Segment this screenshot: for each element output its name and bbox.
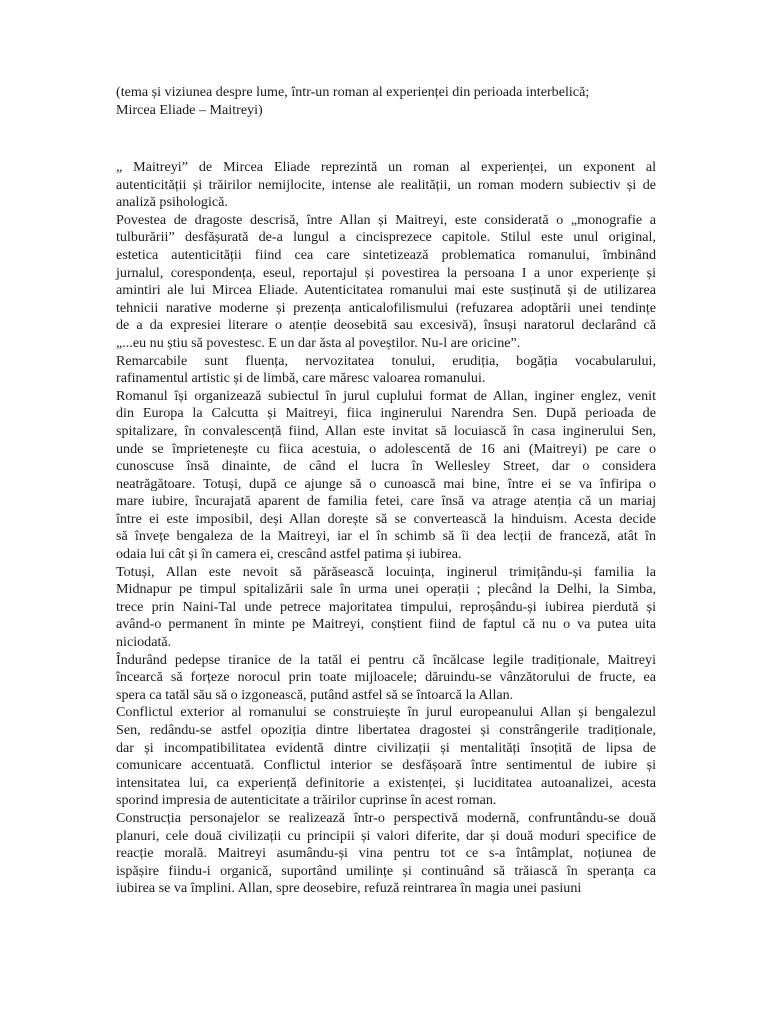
- paragraph-line: încearcă să forțeze norocul prin toate mijloacele; dăruindu-se vânzătorului de fructe, ea: [116, 669, 656, 686]
- paragraph-line: trece prin Naini-Tal unde petrece majoritatea timpului, reproșându-și iubirea pierdută și: [116, 598, 656, 615]
- paragraph-line: intensitatea lui, ca experiență definitorie a existenței, și luciditatea autoanalizei, acesta: [116, 774, 656, 791]
- paragraph-line: planuri, cele două civilizații cu principii și valori diferite, dar și două moduri specifice de: [116, 827, 656, 844]
- paragraph-line: Romanul își organizează subiectul în jurul cuplului format de Allan, inginer englez, venit: [116, 387, 656, 404]
- paragraph-line: Îndurând pedepse tiranice de la tatăl ei pentru că încălcase legile tradiționale, Maitreyi: [116, 651, 656, 668]
- paragraph-line: Construcția personajelor se realizează într-o perspectivă modernă, confruntându-se două: [116, 809, 656, 826]
- paragraph-line: amintiri ale lui Mircea Eliade. Autenticitatea romanului mai este susținută și de utilizarea: [116, 282, 656, 299]
- document-body: [116, 84, 656, 898]
- paragraph-line: de a da expresiei literare o atenție deosebită sau excesivă), însuși naratorul declarând că: [116, 317, 656, 334]
- paragraph-line: cunoscuse însă dinainte, de când el lucra în Wellesley Street, dar o considera: [116, 458, 656, 475]
- paragraph: [116, 652, 656, 705]
- paragraph-line: analiză psihologică.: [116, 194, 228, 211]
- paragraph-line: tulburării” desfășurată de-a lungul a cincisprezece capitole. Stilul este unul original,: [116, 229, 656, 246]
- paragraph-line: estetica autenticității fiind cea care sintetizează problematica romanului, îmbinând: [116, 246, 656, 263]
- paragraph-line: Povestea de dragoste descrisă, între Allan și Maitreyi, este considerată o „monografie a: [116, 211, 656, 228]
- paragraph-line: comunicare accentuată. Conflictul interior se desfășoară între sentimentul de iubire și: [116, 757, 656, 774]
- paragraph-line: între ei este imposibil, deși Allan dorește să se convertească la hinduism. Acesta decide: [116, 510, 656, 527]
- essay-subtitle: [116, 84, 656, 137]
- paragraph: [116, 353, 656, 388]
- paragraph-line: Remarcabile sunt fluența, nervozitatea tonului, erudiția, bogăția vocabularului,: [116, 352, 656, 369]
- paragraph-line: Sen, redându-se astfel opoziția dintre libertatea dragostei și constrângerile tradiționale,: [116, 722, 656, 738]
- paragraph-line: neatrăgătoare. Totuși, după ce ajunge să o cunoască mai bine, între ei se va înfiripa o: [116, 475, 656, 492]
- paragraph-line: tehnicii narative moderne și prezența anticalofilismului (refuzarea adoptării unei tendințe: [116, 299, 656, 316]
- paragraph-line: Conflictul exterior al romanului se construiește în jurul europeanului Allan și bengalezul: [116, 704, 656, 721]
- paragraph-line: să învețe bengaleza de la Maitreyi, iar el în schimb să îi dea lecții de franceză, atât în: [116, 528, 656, 545]
- paragraph-line: „ Maitreyi” de Mircea Eliade reprezintă un roman al experienței, un exponent al: [116, 159, 656, 175]
- subtitle-line: (tema și viziunea despre lume, într-un roman al experienței din perioada interbelică;: [116, 84, 590, 100]
- paragraph-line: având-o permanent în minte pe Maitreyi, conștient fiind de faptul că nu o va putea uita: [116, 616, 656, 633]
- paragraph-line: ispășire fiindu-i organică, suportând umilințe și continuând să trăiască în speranța ca: [116, 862, 656, 879]
- paragraph-line: unde se împrietenește cu fiica acestuia, o adolescentă de 16 ani (Maitreyi) pe care o: [116, 440, 656, 457]
- paragraph-line: jurnalul, corespondența, eseul, reportajul și povestirea la persoana I a unor experiențe și: [116, 264, 656, 281]
- paragraph-line: Totuși, Allan este nevoit să părăsească locuința, inginerul trimițându-și familia la: [116, 563, 656, 580]
- paragraph-line: din Europa la Calcutta și Maitreyi, fiica inginerului Narendra Sen. După perioada de: [116, 405, 656, 422]
- paragraph-line: spitalizare, în convalescență fiind, Allan este invitat să locuiască în casa inginerului Sen,: [116, 422, 656, 439]
- paragraph-line: spera ca tatăl său să o izgonească, putând astfel să se întoarcă la Allan.: [116, 686, 514, 703]
- paragraph-line: sporind impresia de autenticitate a trăirilor cuprinse în acest roman.: [116, 792, 497, 809]
- paragraph: [116, 388, 656, 564]
- paragraph: [116, 810, 656, 898]
- paragraph-line: dar și incompatibilitatea evidentă dintre civilizații și mentalități însoțită de lipsa de: [116, 739, 656, 756]
- paragraph-line: mare iubire, încurajată aparent de familia fetei, care însă va atrage atenția că un mariaj: [116, 493, 656, 510]
- paragraph-line: autenticității și trăirilor nemijlocite, intense ale realității, un roman modern subiectiv și de: [116, 176, 656, 193]
- paragraph: [116, 704, 656, 810]
- paragraph-line: reacție morală. Maitreyi asumându-și vina pentru tot ce s-a întâmplat, noțiunea de: [116, 845, 656, 862]
- paragraph: [116, 212, 656, 353]
- paragraph-line: rafinamentul artistic și de limbă, care măresc valoarea romanului.: [116, 370, 486, 387]
- paragraph-line: odaia lui cât și în camera ei, crescând astfel patima și iubirea.: [116, 546, 462, 563]
- paragraph-line: Midnapur pe timpul spitalizării sale în urma unei operații ; plecând la Delhi, la Simba,: [116, 581, 656, 598]
- paragraph-line: „...eu nu știu să povestesc. E un dar ăsta al poveștilor. Nu-l are oricine”.: [116, 334, 521, 351]
- paragraph-line: iubirea se va împlini. Allan, spre deosebire, refuză reintrarea în magia unei pasiuni: [116, 880, 582, 897]
- paragraph: [116, 564, 656, 652]
- paragraph: [116, 159, 656, 212]
- essay-paragraphs: [116, 159, 656, 898]
- paragraph-line: niciodată.: [116, 634, 172, 651]
- subtitle-line: Mircea Eliade – Maitreyi): [116, 101, 263, 118]
